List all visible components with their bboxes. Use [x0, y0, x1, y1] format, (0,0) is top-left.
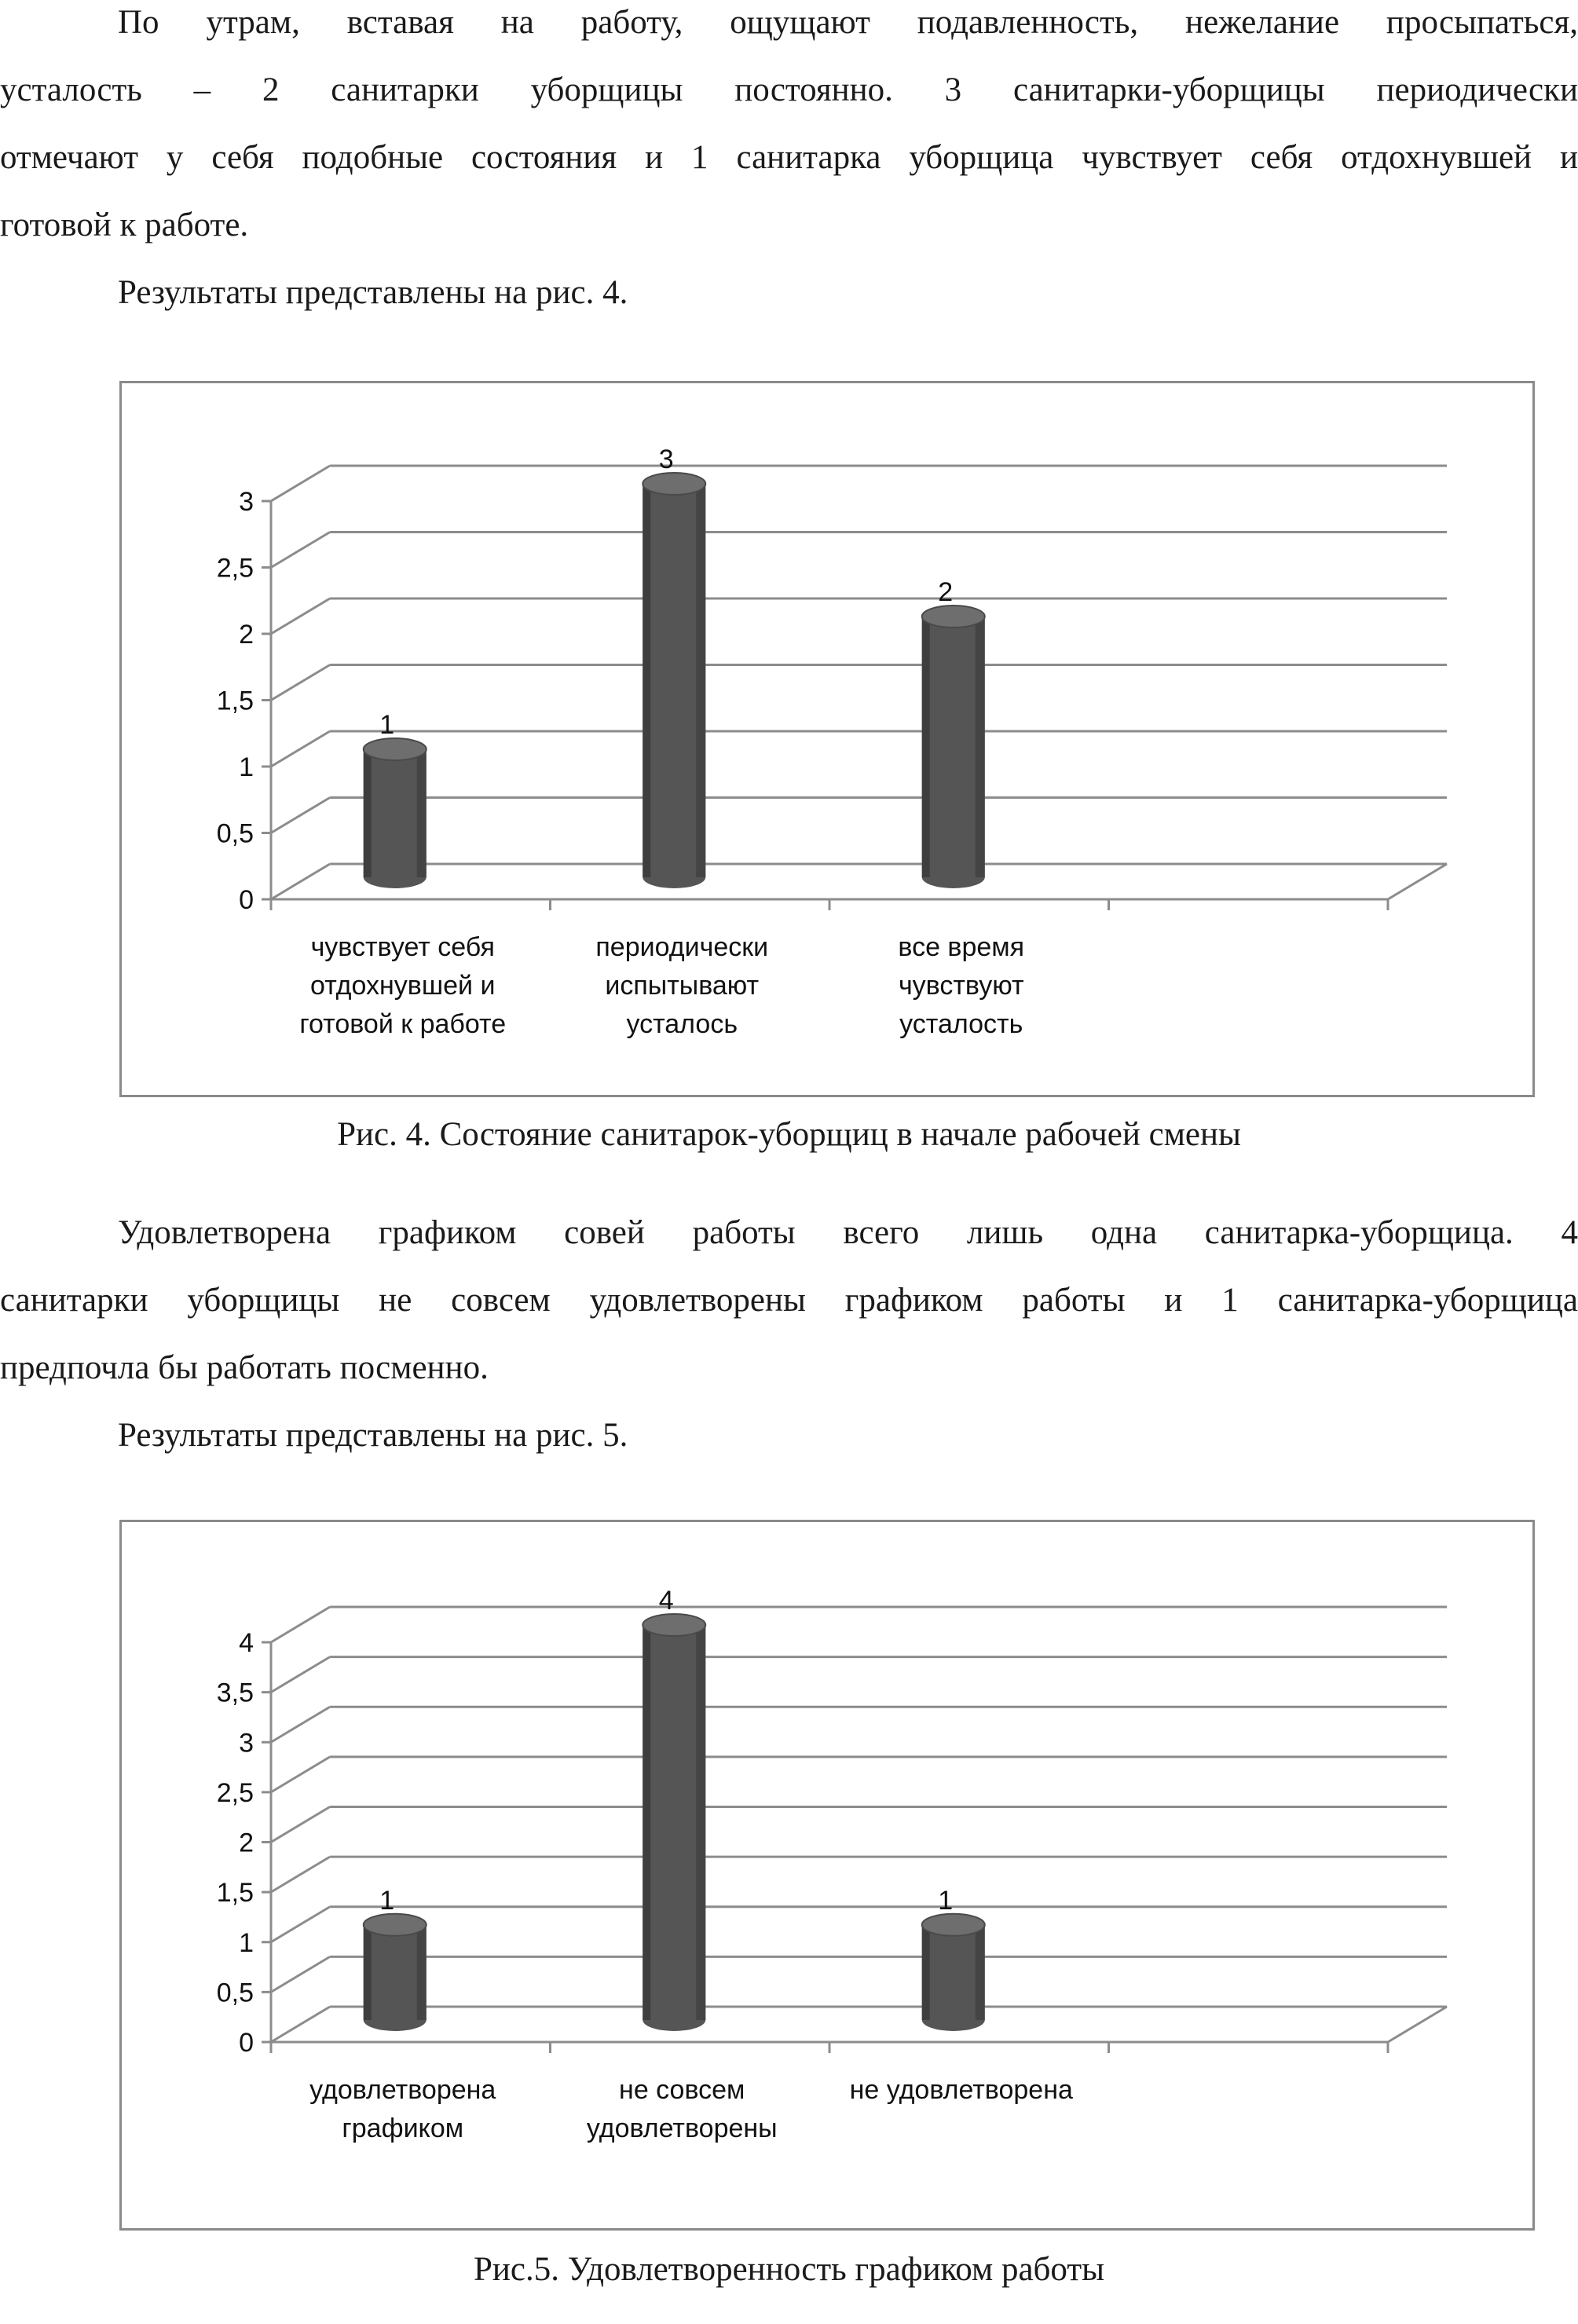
bar-top: [643, 473, 705, 495]
category-label: периодически: [595, 932, 769, 962]
y-tick-label: 2,5: [216, 553, 254, 584]
paragraph-1-line: По утрам, вставая на работу, ощущают подавленность, нежелание просыпаться,: [118, 4, 1578, 41]
bar-shade-right: [976, 617, 985, 877]
gridline-side: [271, 731, 330, 767]
bar-shade-left: [922, 617, 930, 877]
y-tick-label: 2,5: [216, 1777, 254, 1808]
figure-5-chart-svg: [122, 1522, 1532, 2228]
figure-5-caption: Рис.5. Удовлетворенность графиком работы: [473, 2251, 1105, 2288]
gridline-side: [271, 1956, 330, 1992]
gridline-side: [271, 1707, 330, 1742]
data-label: 2: [938, 577, 954, 607]
gridline-side: [271, 1607, 330, 1642]
y-tick-label: 3,5: [216, 1678, 254, 1708]
gridline-side: [271, 864, 330, 899]
category-label: усталось: [626, 1009, 738, 1039]
paragraph-2-line: Удовлетворена графиком совей работы всего лишь одна санитарка-уборщица. 4: [118, 1214, 1578, 1251]
paragraph-1-line: отмечают у себя подобные состояния и 1 санитарка уборщица чувствует себя отдохнувшей и: [0, 139, 1578, 176]
data-label: 1: [379, 1885, 395, 1916]
y-tick-label: 4: [239, 1628, 254, 1658]
category-label: усталость: [899, 1009, 1023, 1039]
y-tick-label: 2: [239, 620, 254, 650]
gridline-side: [271, 1757, 330, 1792]
y-tick-label: 3: [239, 487, 254, 517]
bar-shade-left: [643, 1625, 650, 2020]
bar-shade-left: [364, 749, 372, 877]
bar: [922, 606, 985, 888]
data-label: 1: [938, 1885, 954, 1916]
data-label: 4: [658, 1586, 674, 1616]
gridline-side: [271, 533, 330, 568]
bar-shade-left: [643, 484, 650, 877]
bar-top: [922, 1914, 985, 1936]
bar-shade-right: [417, 749, 427, 877]
bar-shade-right: [417, 1925, 427, 2020]
category-label: чувствует себя: [310, 932, 495, 962]
gridline-side: [271, 2007, 330, 2042]
paragraph-2: [0, 1199, 1578, 1402]
category-label: удовлетворены: [586, 2114, 778, 2143]
bar-shade-left: [364, 1925, 372, 2020]
bar: [364, 1914, 427, 2031]
bar-shade-left: [922, 1925, 930, 2020]
gridline-side: [271, 1657, 330, 1693]
category-label: все время: [898, 932, 1025, 962]
y-tick-label: 2: [239, 1828, 254, 1858]
gridline-side: [271, 466, 330, 501]
bar-shade-right: [696, 1625, 705, 2020]
category-label: чувствуют: [898, 971, 1024, 1001]
category-label: не удовлетворена: [849, 2075, 1073, 2105]
bar: [364, 738, 427, 888]
bar: [922, 1914, 985, 2031]
paragraph-2-line: предпочла бы работать посменно.: [0, 1349, 489, 1386]
gridline-side: [271, 665, 330, 701]
bar: [643, 473, 705, 888]
y-tick-label: 1,5: [216, 686, 254, 716]
bar-top: [364, 1914, 427, 1936]
bar-top: [643, 1614, 705, 1636]
category-label: удовлетворена: [309, 2075, 496, 2105]
results-reference-2: Результаты представлены на рис. 5.: [118, 1417, 628, 1454]
y-tick-label: 0,5: [216, 818, 254, 849]
y-tick-label: 1,5: [216, 1878, 254, 1909]
bar-top: [922, 606, 985, 628]
category-label: графиком: [342, 2114, 464, 2143]
bar-shade-right: [976, 1925, 985, 2020]
category-label: испытывают: [605, 971, 760, 1001]
y-tick-label: 3: [239, 1728, 254, 1759]
y-tick-label: 0: [239, 885, 254, 915]
y-tick-label: 1: [239, 1927, 254, 1958]
category-label: не совсем: [619, 2075, 745, 2105]
bar-shade-right: [696, 484, 705, 877]
floor-edge: [1388, 864, 1447, 899]
paragraph-2-line: санитарки уборщицы не совсем удовлетворены графиком работы и 1 санитарка-уборщица: [0, 1282, 1578, 1319]
paragraph-1-line: готовой к работе.: [0, 207, 249, 243]
paragraph-1: [0, 0, 1578, 259]
figure-5-chart: [119, 1520, 1535, 2231]
gridline-side: [271, 1807, 330, 1843]
paragraph-1-line: усталость – 2 санитарки уборщицы постоянно. 3 санитарки-уборщицы периодически: [0, 71, 1578, 108]
bar: [643, 1614, 705, 2031]
results-reference-1: Результаты представлены на рис. 4.: [118, 274, 628, 311]
bar-top: [364, 738, 427, 760]
floor-edge: [1388, 2007, 1447, 2042]
figure-4-caption: Рис. 4. Состояние санитарок-уборщиц в начале рабочей смены: [337, 1116, 1241, 1153]
y-tick-label: 1: [239, 752, 254, 782]
gridline-side: [271, 598, 330, 634]
y-tick-label: 0,5: [216, 1978, 254, 2008]
gridline-side: [271, 1907, 330, 1942]
category-label: отдохнувшей и: [310, 971, 496, 1001]
y-tick-label: 0: [239, 2028, 254, 2058]
figure-4-chart-svg: [122, 383, 1532, 1095]
data-label: 3: [658, 445, 674, 474]
category-label: готовой к работе: [299, 1009, 507, 1039]
gridline-side: [271, 798, 330, 833]
data-label: 1: [379, 710, 395, 740]
gridline-side: [271, 1857, 330, 1892]
figure-4-chart: [119, 381, 1535, 1097]
